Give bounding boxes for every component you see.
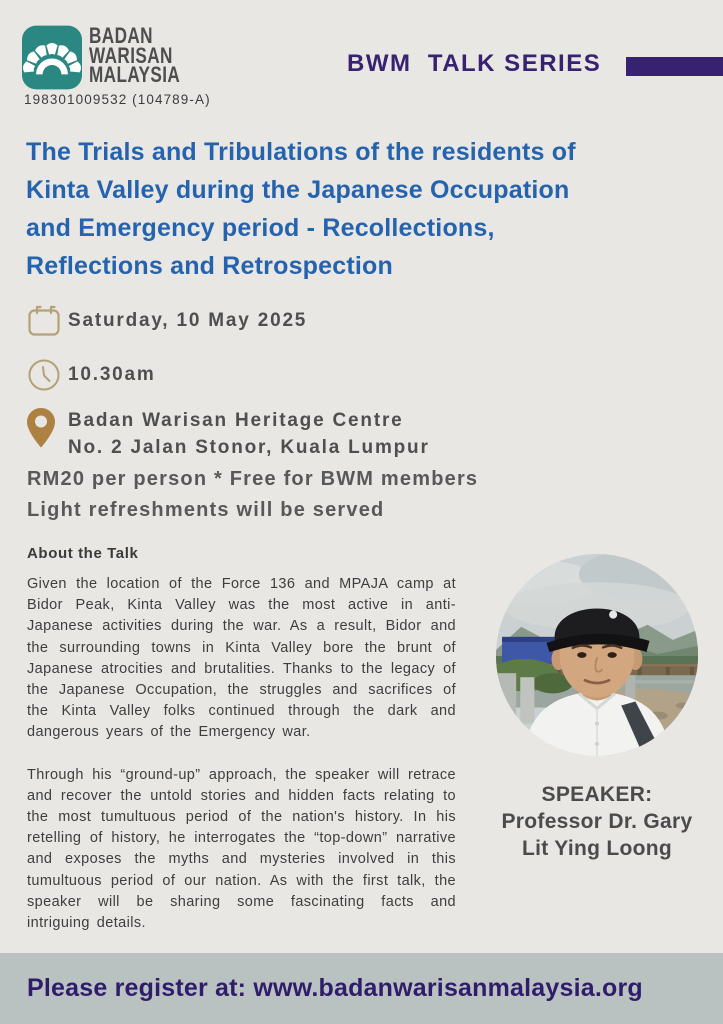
- company-registration-number: 198301009532 (104789-A): [24, 92, 211, 107]
- event-time: 10.30am: [68, 364, 156, 385]
- series-accent-bar: [626, 57, 723, 76]
- logo-word-malaysia: MALAYSIA: [89, 62, 181, 87]
- event-details: [26, 303, 430, 461]
- event-date: Saturday, 10 May 2025: [68, 310, 308, 331]
- talk-title: [26, 133, 576, 285]
- calendar-icon: [26, 303, 68, 339]
- refreshments-line: Light refreshments will be served: [27, 499, 385, 521]
- venue-address: No. 2 Jalan Stonor, Kuala Lumpur: [68, 437, 430, 458]
- speaker-label: SPEAKER:: [541, 783, 653, 806]
- register-url[interactable]: www.badanwarisanmalaysia.org: [253, 974, 643, 1002]
- location-pin-icon: [26, 407, 68, 449]
- about-heading: About the Talk: [27, 545, 139, 562]
- time-row: [26, 357, 430, 393]
- speaker-section: [477, 554, 717, 862]
- logo: [22, 25, 206, 90]
- register-prefix: Please register at:: [27, 974, 254, 1002]
- talk-title-line: The Trials and Tribulations of the residents of: [26, 138, 576, 166]
- register-text: [27, 974, 643, 1003]
- pricing: [27, 464, 478, 526]
- register-footer: [0, 953, 723, 1024]
- logo-word-warisan: WARISAN: [89, 42, 173, 68]
- clock-icon: [26, 357, 68, 393]
- date-row: [26, 303, 430, 339]
- speaker-name-line: Professor Dr. Gary: [501, 810, 693, 833]
- logo-word-badan: BADAN: [89, 23, 153, 48]
- about-section: [27, 545, 456, 934]
- venue-name: Badan Warisan Heritage Centre: [68, 410, 404, 431]
- venue-row: [26, 407, 430, 461]
- talk-title-line: Reflections and Retrospection: [26, 252, 393, 280]
- about-paragraph-2: Through his “ground-up” approach, the speaker will retrace and recover the untold stories and hidden facts relating to the most tumultuous period of the nation's history. In his retelling of history, he interrogates the “top-down” narrative and exposes the myths and mysteries involved in this tumultuous period of our nation. As with the first talk, the speaker will be sharing some fascinating facts and intriguing details.: [27, 766, 456, 932]
- speaker-caption: [477, 781, 717, 862]
- speaker-photo: [496, 554, 698, 756]
- series-title: BWM TALK SERIES: [347, 50, 602, 77]
- talk-title-line: Kinta Valley during the Japanese Occupation: [26, 176, 570, 204]
- about-paragraph-1: Given the location of the Force 136 and MPAJA camp at Bidor Peak, Kinta Valley was the most active in anti-Japanese activities during the war. As a result, Bidor and the surrounding towns in Kinta Valley bore the brunt of Japanese atrocities and brutalities. Thanks to the legacy of the Japanese Occupation, the struggles and sacrifices of the Kinta Valley folks continued through the dark and dangerous years of the Emergency war.: [27, 576, 456, 741]
- speaker-name-line: Lit Ying Loong: [521, 837, 672, 860]
- bwm-fanlight-logo-icon: [22, 25, 82, 90]
- talk-title-line: and Emergency period - Recollections,: [26, 214, 495, 242]
- event-venue: [68, 407, 430, 461]
- price-line: RM20 per person * Free for BWM members: [27, 468, 479, 490]
- logo-wordmark: [89, 25, 206, 85]
